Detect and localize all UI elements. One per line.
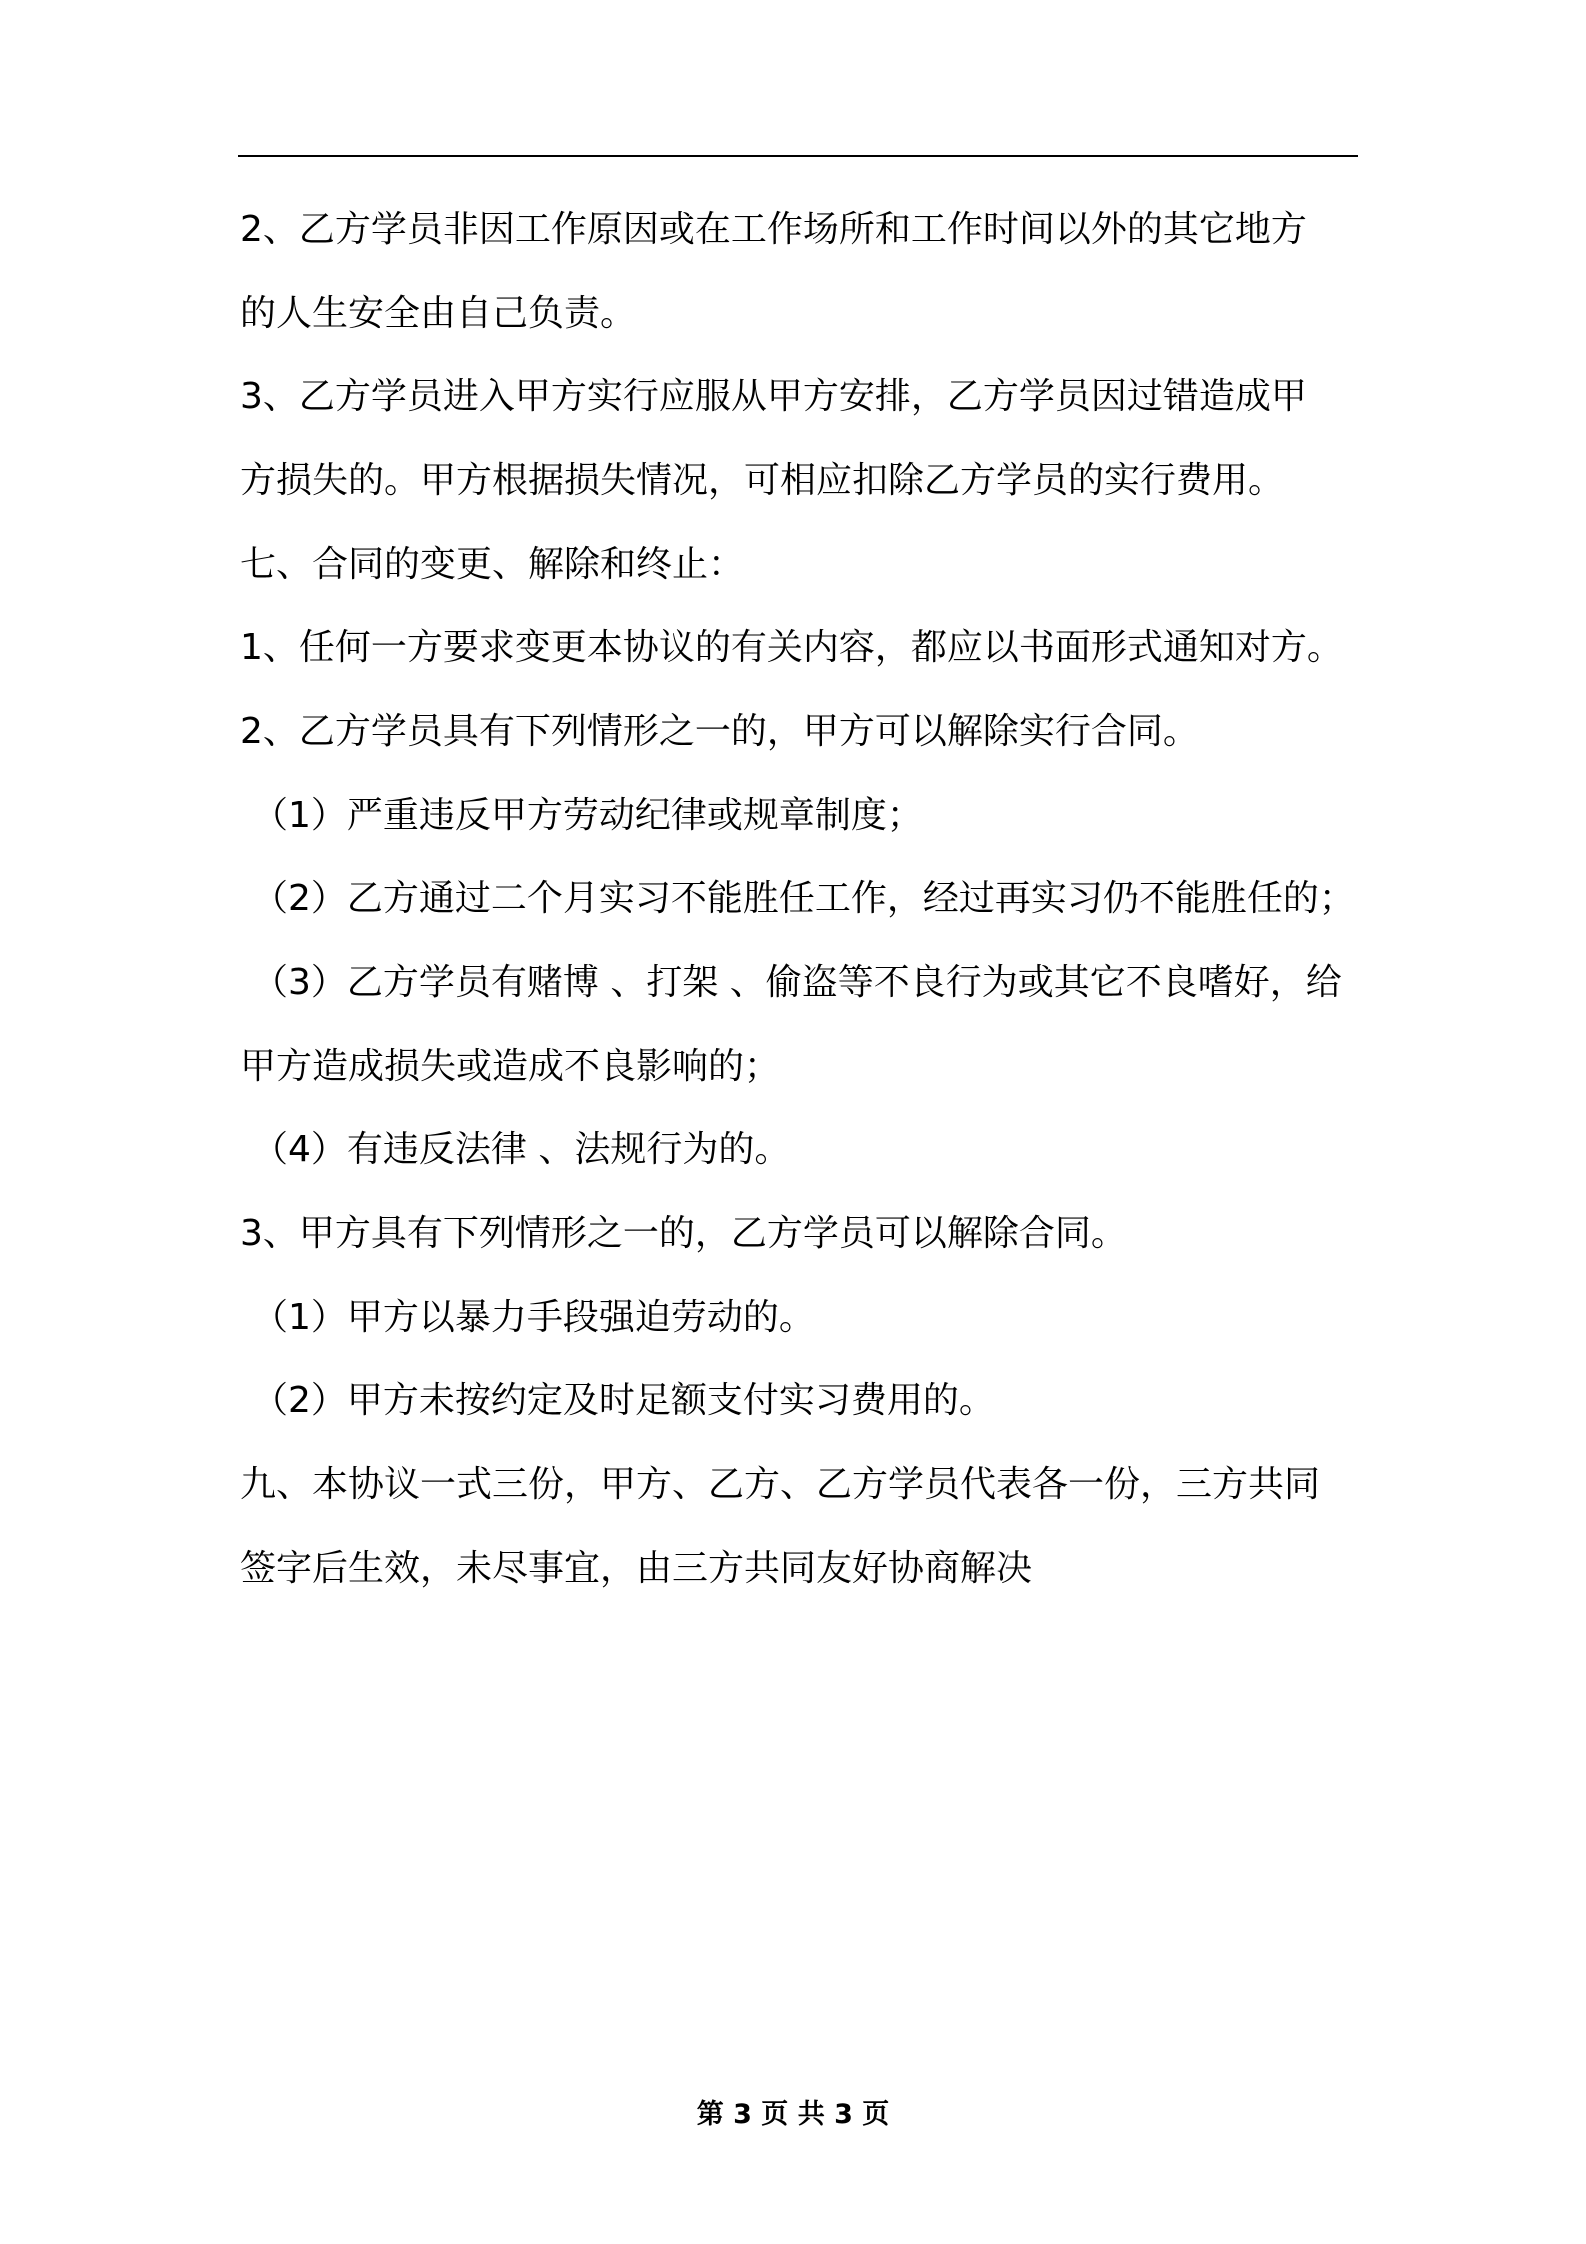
paragraph-line: 3、乙方学员进入甲方实行应服从甲方安排，乙方学员因过错造成甲 xyxy=(240,376,1307,417)
list-item: （2）乙方通过二个月实习不能胜任工作，经过再实习仍不能胜任的； xyxy=(252,878,1355,919)
paragraph-line: 甲方造成损失或造成不良影响的； xyxy=(240,1046,781,1087)
paragraph-line: 1、任何一方要求变更本协议的有关内容，都应以书面形式通知对方。 xyxy=(240,627,1343,668)
list-item: （1）甲方以暴力手段强迫劳动的。 xyxy=(252,1297,815,1338)
paragraph-line: 九、本协议一式三份，甲方、乙方、乙方学员代表各一份，三方共同 xyxy=(240,1464,1321,1505)
section-heading: 七、合同的变更、解除和终止： xyxy=(240,544,745,585)
header-divider xyxy=(238,155,1358,157)
paragraph-line: 签字后生效，未尽事宜，由三方共同友好协商解决 xyxy=(240,1548,1033,1589)
page-number-footer: 第 3 页 共 3 页 xyxy=(696,2099,890,2130)
paragraph-line: 的人生安全由自己负责。 xyxy=(240,293,637,334)
list-item: （1）严重违反甲方劳动纪律或规章制度； xyxy=(252,795,923,836)
paragraph-line: 方损失的。甲方根据损失情况，可相应扣除乙方学员的实行费用。 xyxy=(240,460,1285,501)
paragraph-line: 2、乙方学员具有下列情形之一的，甲方可以解除实行合同。 xyxy=(240,711,1199,752)
list-item: （3）乙方学员有赌博 、打架 、偷盗等不良行为或其它不良嗜好，给 xyxy=(252,962,1342,1003)
paragraph-line: 3、甲方具有下列情形之一的，乙方学员可以解除合同。 xyxy=(240,1213,1127,1254)
list-item: （4）有违反法律 、法规行为的。 xyxy=(252,1129,791,1170)
paragraph-line: 2、乙方学员非因工作原因或在工作场所和工作时间以外的其它地方 xyxy=(240,209,1307,250)
list-item: （2）甲方未按约定及时足额支付实习费用的。 xyxy=(252,1380,995,1421)
